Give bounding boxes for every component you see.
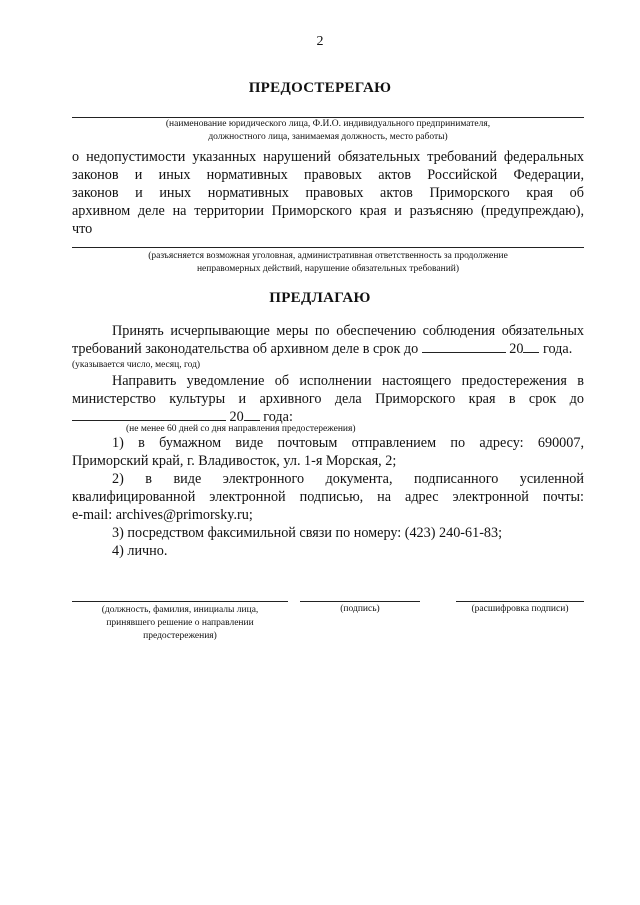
deadline-year-prefix: 20: [509, 341, 524, 357]
para-line: законов и иных нормативных правовых актов Приморского края об: [72, 185, 584, 201]
item2-line3: e-mail: archives@primorsky.ru;: [72, 507, 253, 523]
item1-line1: 1) в бумажном виде почтовым отправлением по адресу: 690007,: [112, 435, 584, 451]
notify-line1: Направить уведомление об исполнении настоящего предостережения в: [112, 373, 584, 389]
note-date: (указывается число, месяц, год): [72, 360, 201, 370]
note-entity-line1: (наименование юридического лица, Ф.И.О. индивидуального предпринимателя,: [165, 119, 491, 129]
page-number: 2: [316, 34, 324, 49]
item1-line2: Приморский край, г. Владивосток, ул. 1-я Морская, 2;: [72, 453, 397, 469]
heading-warn: ПРЕДОСТЕРЕГАЮ: [248, 80, 392, 96]
delivery-methods-list: [72, 434, 584, 560]
sig-caption-line: принявшего решение о направлении: [106, 618, 254, 628]
notify-year-prefix: 20: [229, 409, 244, 425]
deadline-year-word: года.: [543, 341, 573, 357]
note-entity: [72, 118, 584, 144]
list-item: 4) лично.: [112, 543, 168, 559]
sig-caption-position: [72, 604, 288, 643]
note-60-days: (не менее 60 дней со дня направления предостережения): [126, 424, 356, 434]
heading-propose: ПРЕДЛАГАЮ: [269, 290, 371, 306]
sig-line-signature: [300, 601, 420, 602]
note-consequences-line2: неправомерных действий, нарушение обязательных требований): [196, 264, 460, 274]
list-item: [72, 434, 584, 470]
para-line: о недопустимости указанных нарушений обязательных требований федеральных: [72, 149, 584, 165]
measures-line2: [72, 340, 584, 358]
list-item: 3) посредством факсимильной связи по номеру: (423) 240-61-83;: [112, 525, 503, 541]
notify-year-blank: [244, 408, 260, 421]
para-line: архивном деле на территории Приморского края и разъясняю (предупреждаю),: [72, 203, 584, 219]
notify-deadline-blank: [72, 408, 226, 421]
sig-line-decoding: [456, 601, 584, 602]
para-line: что: [72, 221, 93, 237]
paragraph-notify: [72, 372, 584, 426]
sig-caption-line: (должность, фамилия, инициалы лица,: [101, 605, 259, 615]
sig-line-position: [72, 601, 288, 602]
note-consequences-line1: (разъясняется возможная уголовная, административная ответственность за продолжение: [148, 251, 508, 261]
paragraph-measures: [72, 322, 584, 358]
sig-caption-signature: (подпись): [340, 604, 380, 614]
item2-line1: 2) в виде электронного документа, подписанного усиленной: [112, 471, 584, 487]
measures-deadline-text: требований законодательства об архивном деле в срок до: [72, 341, 419, 357]
fill-line-consequences: [72, 247, 584, 248]
sig-caption-line: предостережения): [143, 631, 217, 641]
paragraph-warning: [72, 148, 584, 238]
list-item: [72, 470, 584, 524]
measures-line1: Принять исчерпывающие меры по обеспечению соблюдения обязательных: [112, 323, 584, 339]
year-blank: [523, 340, 539, 353]
note-entity-line2: должностного лица, занимаемая должность, место работы): [208, 132, 448, 142]
notify-line2: министерство культуры и архивного дела Приморского края в срок до: [72, 391, 584, 407]
deadline-blank: [422, 340, 506, 353]
item2-line2: квалифицированной электронной подписью, на адрес электронной почты:: [72, 489, 584, 505]
note-consequences: [72, 250, 584, 276]
notify-year-word: года:: [263, 409, 293, 425]
para-line: законов и иных нормативных правовых актов Российской Федерации,: [72, 167, 584, 183]
sig-caption-decoding: (расшифровка подписи): [471, 604, 569, 614]
